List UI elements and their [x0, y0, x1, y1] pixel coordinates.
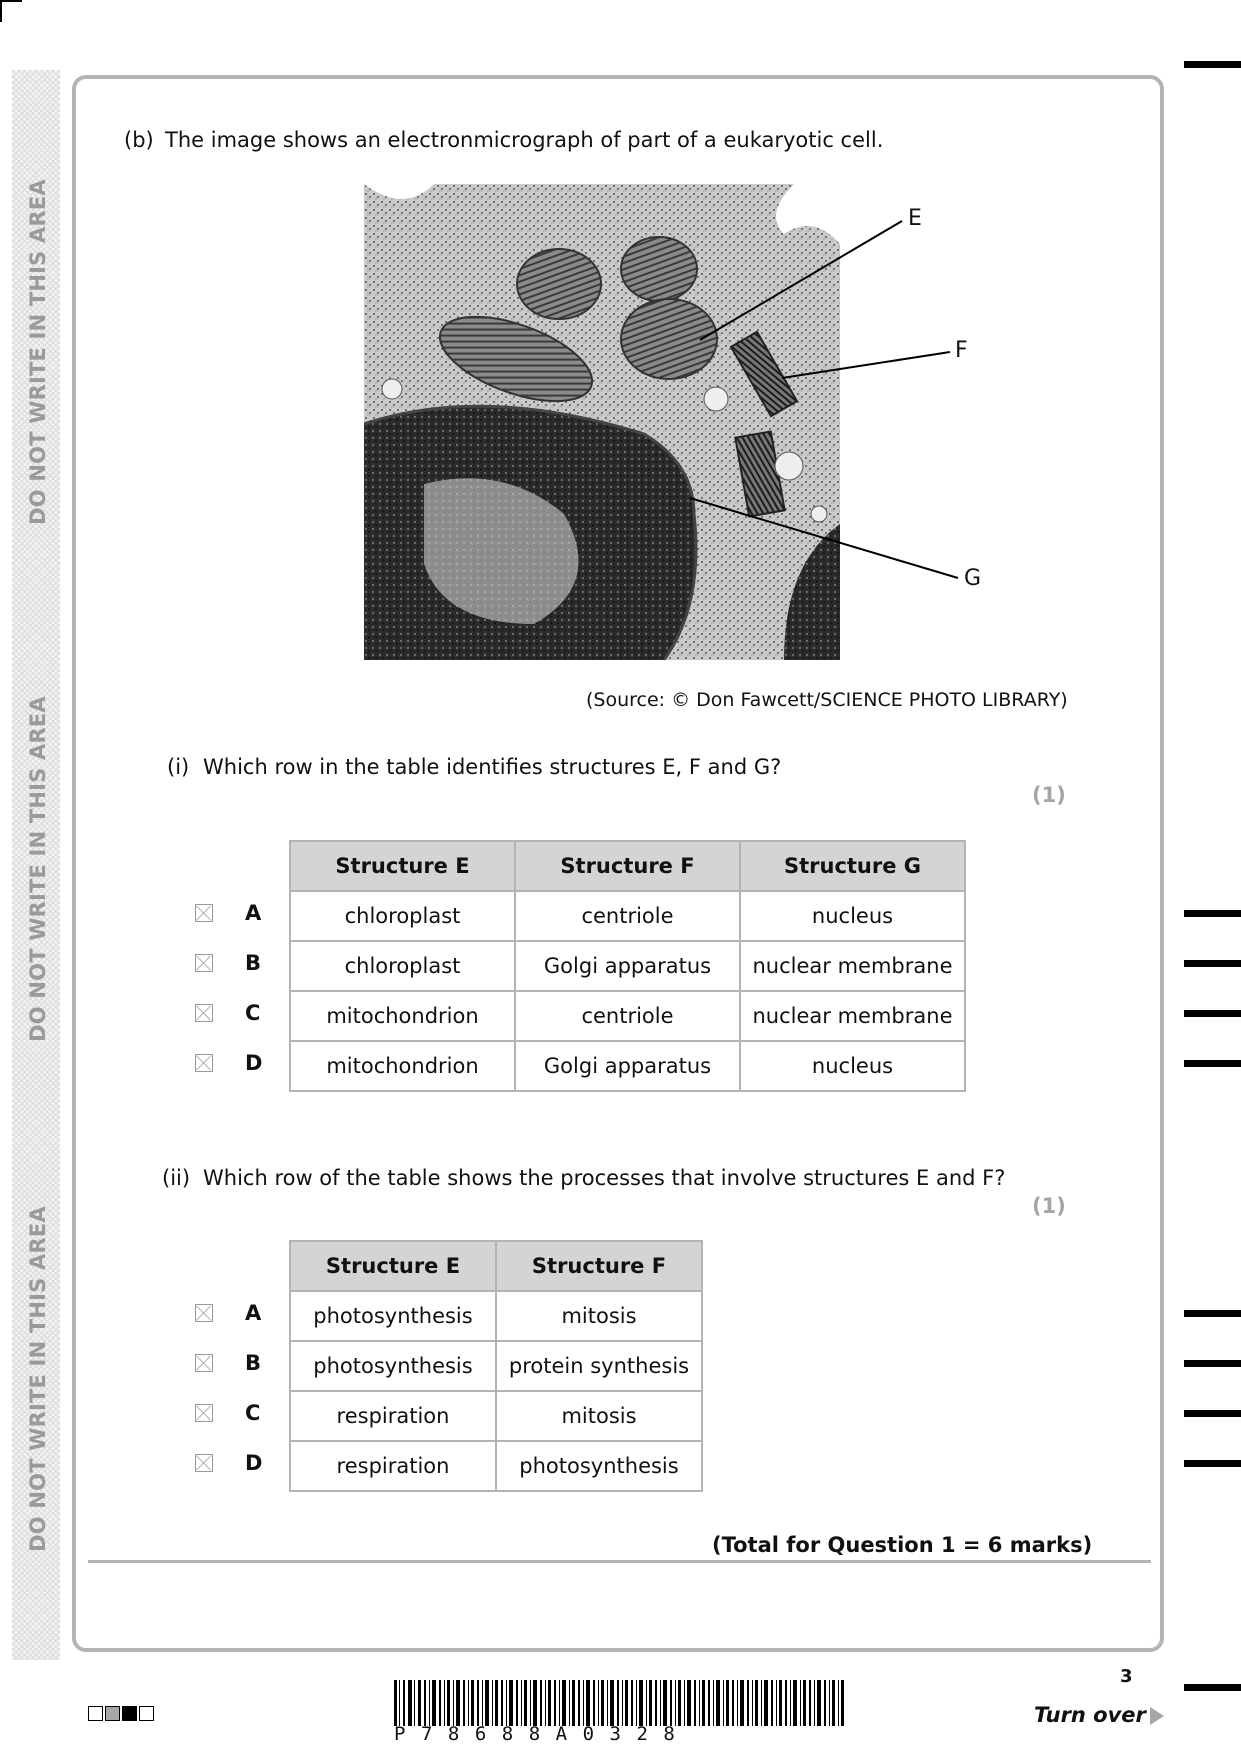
table-cell: mitosis — [496, 1291, 702, 1341]
table-header-row — [290, 841, 965, 891]
timing-mark — [1184, 1684, 1241, 1691]
option-letter: C — [245, 1401, 261, 1425]
option-letter: B — [245, 1351, 262, 1375]
timing-mark — [1184, 910, 1241, 917]
answer-checkbox[interactable] — [195, 1004, 213, 1022]
page-marker-squares — [88, 1706, 154, 1721]
part-i-question: Which row in the table identifies structures E, F and G? — [203, 755, 782, 779]
label-g: G — [964, 566, 982, 591]
electron-micrograph-image — [364, 184, 840, 660]
timing-mark — [1184, 960, 1241, 967]
part-ii-question: Which row of the table shows the processes that involve structures E and F? — [203, 1166, 1006, 1190]
divider — [88, 1560, 1151, 1563]
option-letter: A — [245, 901, 262, 925]
option-letter: C — [245, 1001, 261, 1025]
answer-checkbox[interactable] — [195, 1404, 213, 1422]
table-row — [290, 1341, 702, 1391]
column-header: Structure E — [290, 1241, 496, 1291]
question-total: (Total for Question 1 = 6 marks) — [712, 1533, 1093, 1557]
column-header: Structure G — [740, 841, 965, 891]
table-row — [290, 1041, 965, 1091]
column-header: Structure E — [290, 841, 515, 891]
table-cell: Golgi apparatus — [515, 1041, 740, 1091]
table-cell: photosynthesis — [496, 1441, 702, 1491]
table-cell: mitosis — [496, 1391, 702, 1441]
table-cell: chloroplast — [290, 941, 515, 991]
question-text: The image shows an electronmicrograph of part of a eukaryotic cell. — [165, 128, 884, 152]
table-cell: centriole — [515, 891, 740, 941]
part-i-label: (i) — [167, 755, 190, 779]
arrow-right-icon — [1150, 1707, 1164, 1725]
crop-mark — [0, 0, 2, 22]
answer-checkbox[interactable] — [195, 954, 213, 972]
image-source: (Source: © Don Fawcett/SCIENCE PHOTO LIBRARY) — [586, 689, 1068, 711]
part-ii-marks: (1) — [1032, 1194, 1066, 1218]
table-cell: centriole — [515, 991, 740, 1041]
table-cell: mitochondrion — [290, 991, 515, 1041]
part-ii-label: (ii) — [162, 1166, 191, 1190]
answer-checkbox[interactable] — [195, 1454, 213, 1472]
question-label: (b) — [124, 128, 154, 152]
table-row — [290, 1291, 702, 1341]
label-e: E — [908, 206, 922, 231]
page-number: 3 — [1120, 1666, 1133, 1687]
answer-checkbox[interactable] — [195, 1304, 213, 1322]
table-cell: photosynthesis — [290, 1341, 496, 1391]
option-letter: D — [245, 1451, 263, 1475]
margin-warning: DO NOT WRITE IN THIS AREA — [26, 1206, 50, 1552]
margin-warning: DO NOT WRITE IN THIS AREA — [26, 179, 50, 525]
crop-mark — [0, 0, 22, 2]
table-cell: respiration — [290, 1391, 496, 1441]
answer-checkbox[interactable] — [195, 904, 213, 922]
option-letter: B — [245, 951, 262, 975]
table-cell: respiration — [290, 1441, 496, 1491]
barcode-image — [394, 1680, 844, 1726]
answer-checkbox[interactable] — [195, 1354, 213, 1372]
table-header-row — [290, 1241, 702, 1291]
table-row — [290, 1441, 702, 1491]
table-row — [290, 891, 965, 941]
table-row — [290, 991, 965, 1041]
table-cell: mitochondrion — [290, 1041, 515, 1091]
table-cell: photosynthesis — [290, 1291, 496, 1341]
timing-mark — [1184, 1410, 1241, 1417]
timing-mark — [1184, 1460, 1241, 1467]
barcode-number: P78688A0328 — [394, 1723, 691, 1745]
table-cell: nucleus — [740, 1041, 965, 1091]
timing-mark — [1184, 1010, 1241, 1017]
table-cell: chloroplast — [290, 891, 515, 941]
timing-mark — [1184, 61, 1241, 68]
table-row — [290, 1391, 702, 1441]
table-cell: protein synthesis — [496, 1341, 702, 1391]
turn-over-label: Turn over — [1034, 1703, 1146, 1727]
timing-mark — [1184, 1360, 1241, 1367]
part-i-marks: (1) — [1032, 783, 1066, 807]
table-cell: nuclear membrane — [740, 991, 965, 1041]
part-i-table — [289, 840, 966, 1092]
table-cell: Golgi apparatus — [515, 941, 740, 991]
table-cell: nuclear membrane — [740, 941, 965, 991]
column-header: Structure F — [515, 841, 740, 891]
table-cell: nucleus — [740, 891, 965, 941]
answer-checkbox[interactable] — [195, 1054, 213, 1072]
option-letter: D — [245, 1051, 263, 1075]
option-letter: A — [245, 1301, 262, 1325]
table-row — [290, 941, 965, 991]
timing-mark — [1184, 1310, 1241, 1317]
part-ii-table — [289, 1240, 703, 1492]
timing-mark — [1184, 1060, 1241, 1067]
margin-warning: DO NOT WRITE IN THIS AREA — [26, 696, 50, 1042]
column-header: Structure F — [496, 1241, 702, 1291]
label-f: F — [955, 338, 968, 363]
